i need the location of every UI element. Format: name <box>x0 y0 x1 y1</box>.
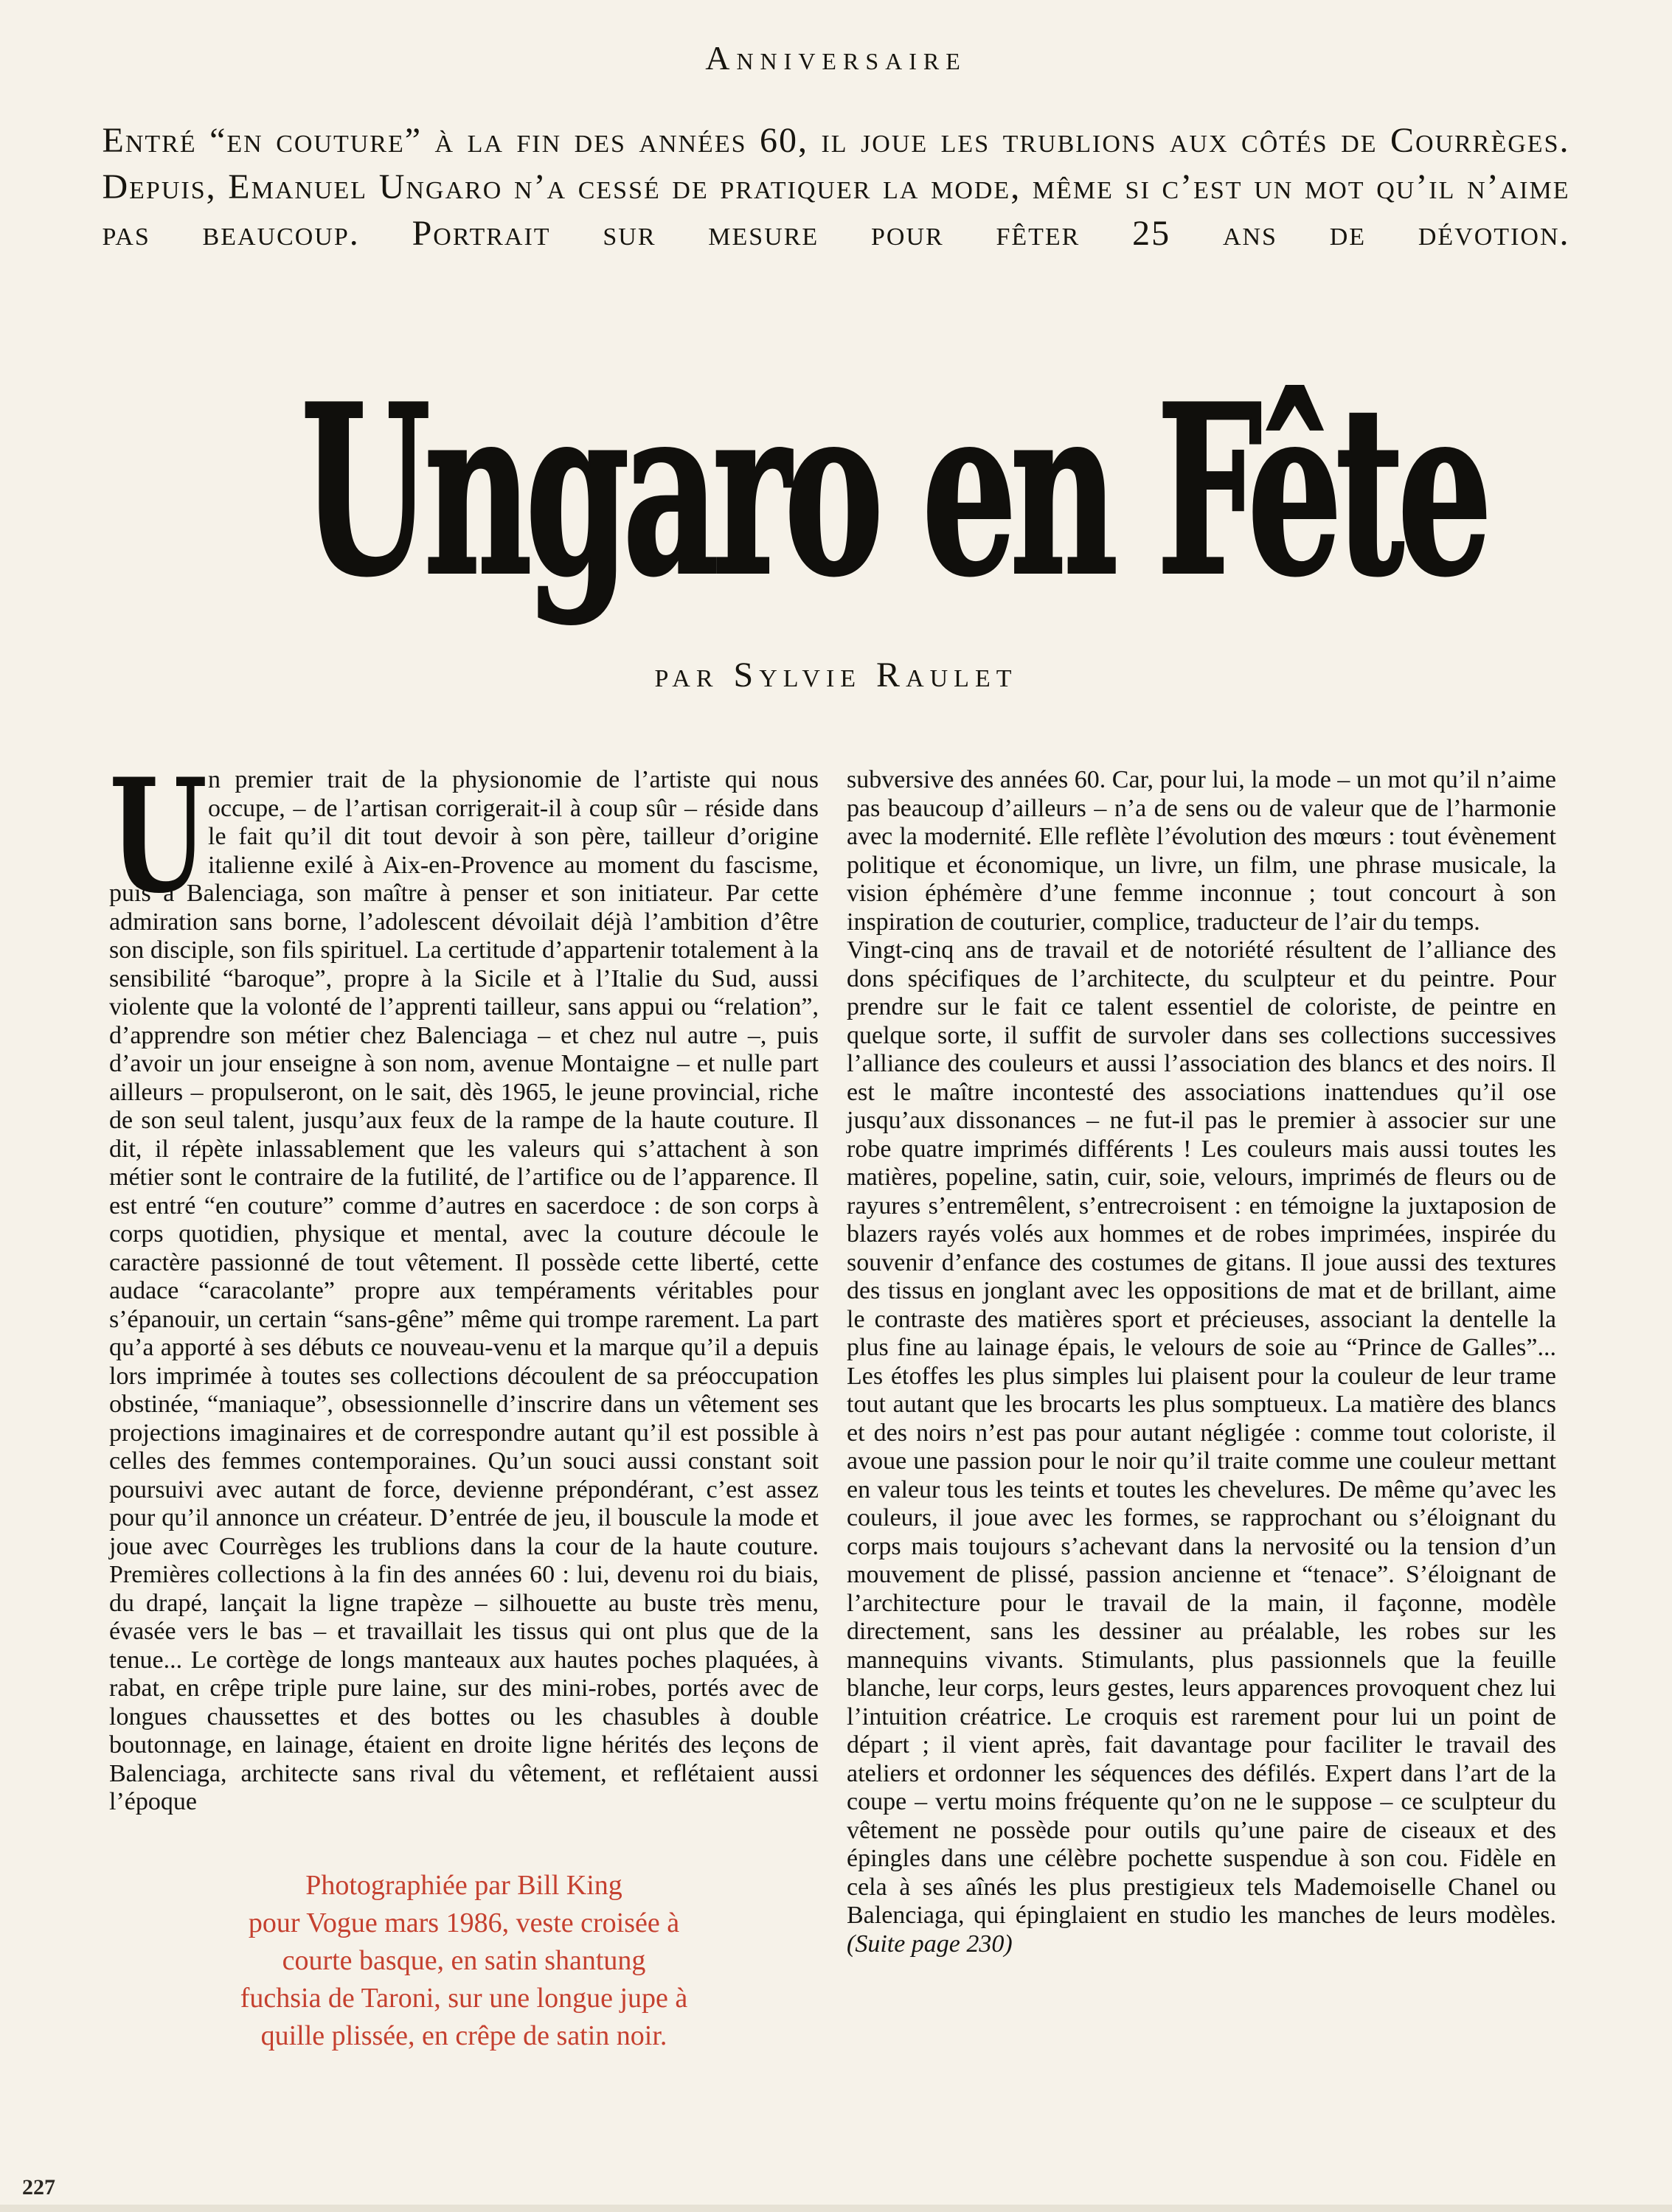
article-body <box>0 744 1672 2055</box>
right-column-paragraph-2-text: Vingt-cinq ans de travail et de notoriété résultent de l’alliance des dons spécifiques de l’architecte, du sculpteur et du peintre. Pour prendre sur le fait ce talent essentiel de coloriste, de peintre en quelque sorte, il suffit de survoler dans ses collections successives l’alliance des couleurs et aussi l’association des blancs et des noirs. Il est le maître incontesté des associations inattendues qu’il ose jusqu’aux dissonances – ne fut-il pas le premier à associer sur une robe quatre imprimés différents ! Les couleurs mais aussi toutes les matières, popeline, satin, cuir, soie, velours, imprimés de fleurs ou de rayures s’entremêlent, s’entrecroisent : en témoigne la juxtaposion de blazers rayés volés aux hommes et de robes imprimées, inspirée du souvenir d’enfance des costumes de gitans. Il joue aussi des textures des tissus en jonglant avec les oppositions de mat et de brillant, aime le contraste des matières sport et précieuses, associant la dentelle la plus fine au lainage épais, le velours de soie au “Prince de Galles”... Les étoffes les plus simples lui plaisent pour la couleur de leur trame tout autant que les brocarts les plus somptueux. La matière des blancs et des noirs n’est pas pour autant négligée : comme tout coloriste, il avoue une passion pour le noir qu’il traite comme une couleur mettant en valeur tous les teints et toutes les chevelures. De même qu’avec les couleurs, il joue avec les formes, se rapprochant ou s’éloignant du corps mais toujours s’achevant dans la nervosité ou la tension d’un mouvement de plissé, passion ancienne et “tenace”. S’éloignant de l’architecture pour le travail de la main, il façonne, modèle directement, sans les dessiner au préalable, les robes sur les mannequins vivants. Stimulants, plus passionnels que la feuille blanche, leur corps, leurs gestes, leurs apparences provoquent chez lui l’intuition créatrice. Le croquis est rarement pour lui un point de départ ; il vient après, fait davantage pour faciliter le travail des ateliers et ordonner les séquences des défilés. Expert dans l’art de la coupe – vertu moins fréquente qu’on ne le suppose – ce sculpteur du vêtement ne possède pour outils qu’une paire de ciseaux et des épingles dans une célèbre pochette suspendue à son cou. Fidèle en cela à ses aînés les plus prestigieux tels Mademoiselle Chanel ou Balenciaga, qui épinglaient en studio les manches de leurs modèles. <box>847 936 1556 1929</box>
caption-line: Photographiée par Bill King <box>305 1869 622 1901</box>
article-title: Ungaro en Fête <box>301 355 1486 627</box>
page-bottom-edge <box>0 2205 1672 2212</box>
drop-cap: U <box>109 744 208 928</box>
caption-line: pour Vogue mars 1986, veste croisée à <box>248 1907 680 1938</box>
caption-line: fuchsia de Taroni, sur une longue jupe à <box>240 1982 688 2014</box>
left-column <box>109 744 819 2055</box>
right-column-paragraph-1: subversive des années 60. Car, pour lui, la mode – un mot qu’il n’aime pas beaucoup d’ailleurs – n’a de sens ou de valeur que de l’harmonie avec la modernité. Elle reflète l’évolution des mœurs : tout évènement politique et économique, un livre, un film, une phrase musicale, la vision éphémère d’une femme inconnue ; tout concourt à son inspiration de couturier, complice, traducteur de l’air du temps. <box>847 766 1556 936</box>
continuation-note: (Suite page 230) <box>847 1930 1013 1958</box>
caption-line: courte basque, en satin shantung <box>282 1944 646 1976</box>
left-column-text: n premier trait de la physionomie de l’artiste qui nous occupe, – de l’artisan corrigerait-il à coup sûr – réside dans le fait qu’il dit tout devoir à son père, tailleur d’origine italienne exilé à Aix-en-Provence au moment du fascisme, puis à Balenciaga, son maître à penser et son initiateur. Par cette admiration sans borne, l’adolescent dévoilait déjà l’ambition d’être son disciple, son fils spirituel. La certitude d’appartenir totalement à la sensibilité “baroque”, propre à la Sicile et à l’Italie du Sud, aussi violente que la volonté de l’apprenti tailleur, sans appui ou “relation”, d’apprendre son métier chez Balenciaga – et chez nul autre –, puis d’avoir un jour enseigne à son nom, avenue Montaigne – et nulle part ailleurs – propulseront, on le sait, dès 1965, le jeune provincial, riche de son seul talent, jusqu’aux feux de la rampe de la haute couture. Il dit, il répète inlassablement que les valeurs qui s’attachent à son métier sont le contraire de la futilité, de l’artifice ou de l’apparence. Il est entré “en couture” comme d’autres en sacerdoce : de son corps à corps quotidien, physique et mental, avec la couture découle le caractère passionné de tout vêtement. Il possède cette liberté, cette audace “caracolante” propre aux tempéraments véritables pour s’épanouir, un certain “sans-gêne” même qui trompe rarement. La part qu’a apporté à ses débuts ce nouveau-venu et la marque qu’il a depuis lors imprimée à toutes ses collections découlent de sa préoccupation obstinée, “maniaque”, obsessionnelle d’inscrire dans un vêtement ses projections imaginaires et de correspondre autant qu’il est possible à celles des femmes contemporaines. Qu’un souci aussi constant soit poursuivi avec autant de force, devienne prépondérant, c’est assez pour qu’il annonce un créateur. D’entrée de jeu, il bouscule la mode et joue avec Courrèges les trublions dans la cour de la haute couture. Premières collections à la fin des années 60 : lui, devenu roi du biais, du drapé, lançait la ligne trapèze – silhouette au buste très menu, évasée vers le bas – et travaillait les tissus qui ont plus que de la tenue... Le cortège de longs manteaux aux hautes poches plaquées, à rabat, en crêpe triple pure laine, sur des mini-robes, portés avec de longues chaussettes et des bottes ou les chasubles à double boutonnage, en lainage, étaient en droite ligne hérités des leçons de Balenciaga, architecte sans rival du vêtement, et reflétaient aussi l’époque <box>109 766 819 1815</box>
byline: par Sylvie Raulet <box>654 655 1018 695</box>
left-column-paragraph <box>109 744 819 1817</box>
caption-line: quille plissée, en crêpe de satin noir. <box>260 2020 667 2051</box>
right-column-paragraph-2 <box>847 936 1556 1958</box>
page-number: 227 <box>22 2175 55 2199</box>
right-column <box>847 766 1556 2055</box>
photo-credit-caption <box>109 1867 819 2055</box>
intro-paragraph: Entré “en couture” à la fin des années 60, il joue les trublions aux côtés de Courrèges. Depuis, Emanuel Ungaro n’a cessé de pratiquer la mode, même si c’est un mot qu’il n’aime pas beaucoup. Portrait sur mesure pour fêter 25 ans de dévotion. <box>102 121 1570 253</box>
section-kicker: Anniversaire <box>705 39 967 77</box>
